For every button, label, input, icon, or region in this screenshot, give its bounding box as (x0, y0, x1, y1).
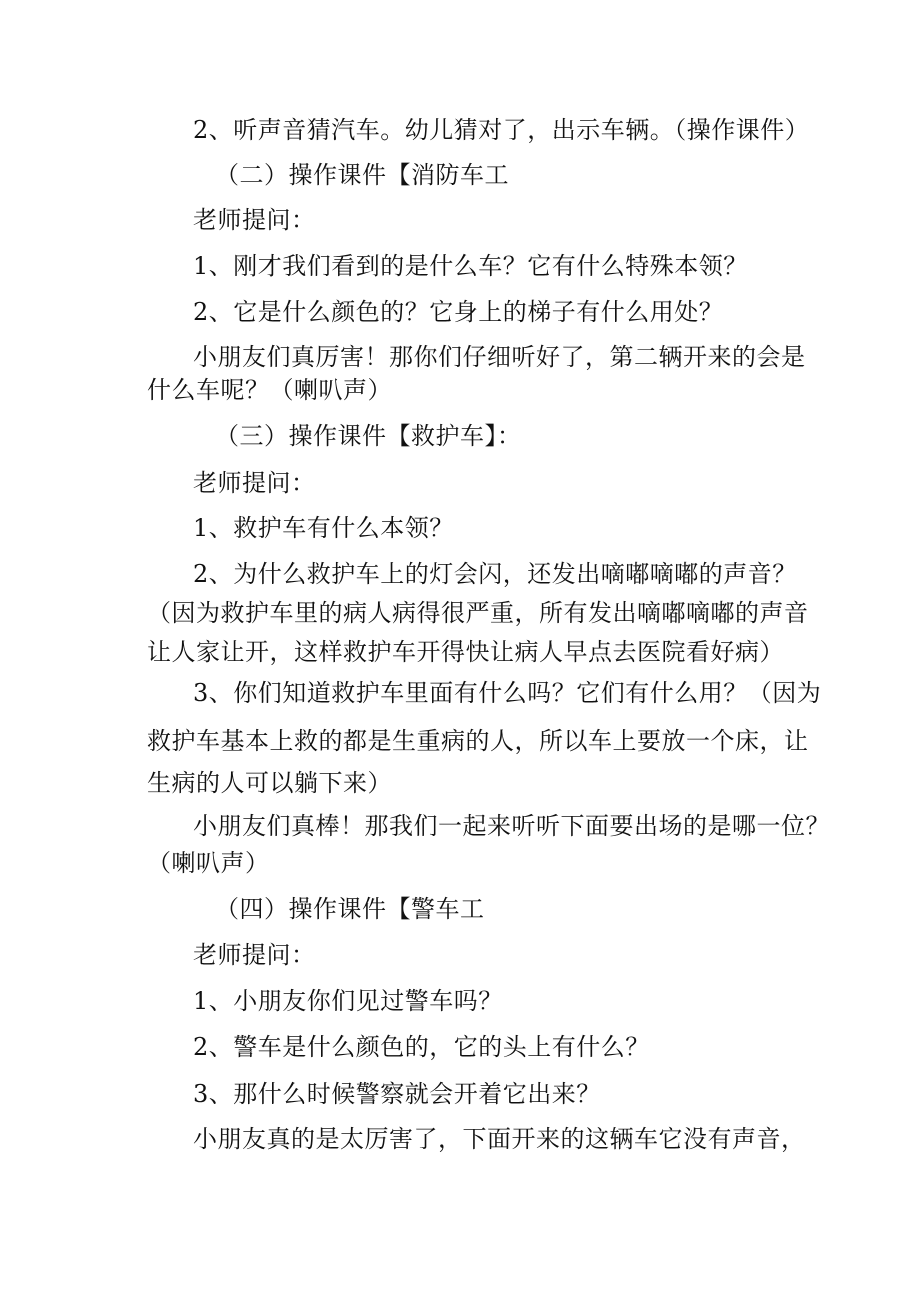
text-line-7: 什么车呢？（喇叭声） (147, 376, 392, 404)
text-line-10: 1、救护车有什么本领？ (193, 514, 454, 542)
text-line-13: 让人家让开，这样救护车开得快让病人早点去医院看好病） (147, 638, 784, 666)
text-line-16: 生病的人可以躺下来） (147, 769, 392, 797)
text-line-24: 小朋友真的是太厉害了，下面开来的这辆车它没有声音， (193, 1125, 806, 1153)
section-heading-2: （二）操作课件【消防车工 (215, 161, 509, 189)
text-line-14: 3、你们知道救护车里面有什么吗？它们有什么用？（因为 (193, 679, 822, 707)
text-line-23: 3、那什么时候警察就会开着它出来？ (193, 1080, 601, 1108)
text-line-21: 1、小朋友你们见过警车吗？ (193, 987, 503, 1015)
text-line-3: 老师提问： (193, 206, 316, 234)
text-line-22: 2、警车是什么颜色的，它的头上有什么？ (193, 1033, 650, 1061)
section-heading-4: （四）操作课件【警车工 (215, 895, 485, 923)
text-line-18: （喇叭声） (147, 849, 270, 877)
text-line-15: 救护车基本上救的都是生重病的人，所以车上要放一个床，让 (147, 727, 809, 755)
text-line-20: 老师提问： (193, 941, 316, 969)
text-line-1: 2、听声音猜汽车。幼儿猜对了，出示车辆。（操作课件） (193, 116, 810, 144)
section-heading-3: （三）操作课件【救护车】： (215, 422, 522, 450)
text-line-9: 老师提问： (193, 469, 316, 497)
text-line-4: 1、刚才我们看到的是什么车？它有什么特殊本领？ (193, 252, 748, 280)
text-line-6: 小朋友们真厉害！那你们仔细听好了，第二辆开来的会是 (193, 343, 806, 371)
text-line-5: 2、它是什么颜色的？它身上的梯子有什么用处？ (193, 298, 724, 326)
text-line-12: （因为救护车里的病人病得很严重，所有发出嘀嘟嘀嘟的声音 (147, 599, 809, 627)
text-line-11: 2、为什么救护车上的灯会闪，还发出嘀嘟嘀嘟的声音？ (193, 560, 797, 588)
text-line-17: 小朋友们真棒！那我们一起来听听下面要出场的是哪一位？ (193, 812, 830, 840)
